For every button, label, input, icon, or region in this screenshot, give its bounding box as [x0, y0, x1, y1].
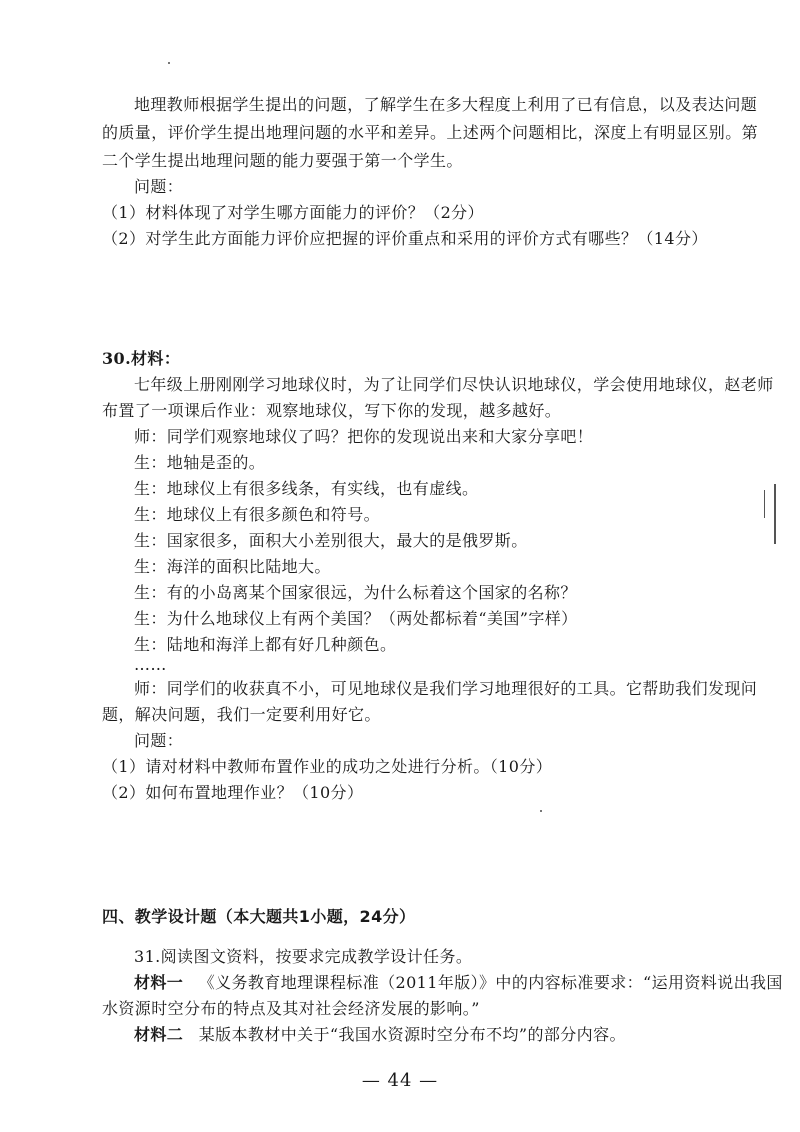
intro-line-2: 的质量，评价学生提出地理问题的水平和差异。上述两个问题相比，深度上有明显区别。第	[102, 123, 759, 142]
dialogue-line: 生：地轴是歪的。	[134, 453, 266, 472]
dialogue-line: 生：有的小岛离某个国家很远，为什么标着这个国家的名称？	[134, 583, 577, 602]
q31-intro: 31.阅读图文资料，按要求完成教学设计任务。	[134, 947, 473, 966]
dialogue-line: 生：地球仪上有很多线条，有实线，也有虚线。	[134, 479, 479, 498]
dialogue-line: 师：同学们观察地球仪了吗？把你的发现说出来和大家分享吧！	[134, 427, 594, 446]
dialogue-line: 生：国家很多，面积大小差别很大，最大的是俄罗斯。	[134, 531, 528, 550]
material-2-line	[134, 1022, 708, 1048]
dialogue-line: 生：为什么地球仪上有两个美国？（两处都标着“美国”字样）	[134, 609, 578, 628]
material-1-line	[134, 970, 783, 996]
q30-conclusion-line-2: 题，解决问题，我们一定要利用好它。	[102, 705, 381, 724]
q29-question-1: （1）材料体现了对学生哪方面能力的评价？（2分）	[102, 203, 484, 222]
dialogue-line: 生：陆地和海洋上都有好几种颜色。	[134, 635, 397, 654]
q29-questions-label: 问题：	[134, 177, 184, 196]
q30-conclusion-line-1: 师：同学们的收获真不小，可见地球仪是我们学习地理很好的工具。它帮助我们发现问	[134, 679, 758, 698]
material-1-label: 材料一	[134, 973, 184, 992]
q30-question-1: （1）请对材料中教师布置作业的成功之处进行分析。（10分）	[102, 757, 553, 776]
scan-speck	[540, 810, 542, 812]
dialogue-ellipsis: ……	[134, 655, 167, 674]
intro-line-3: 二个学生提出地理问题的能力要强于第一个学生。	[102, 151, 463, 170]
dialogue-line: 生：地球仪上有很多颜色和符号。	[134, 505, 381, 524]
scan-speck	[168, 62, 170, 64]
intro-line-1: 地理教师根据学生提出的问题，了解学生在多大程度上利用了已有信息，以及表达问题	[134, 95, 758, 114]
material-2-text: 某版本教材中关于“我国水资源时空分布不均”的部分内容。	[198, 1025, 626, 1044]
page-number: — 44 —	[361, 1070, 439, 1091]
q30-title: 30.材料：	[102, 349, 181, 368]
material-1-line-2: 水资源时空分布的特点及其对社会经济发展的影响。”	[102, 999, 480, 1018]
material-2-label: 材料二	[134, 1025, 184, 1044]
margin-scan-mark	[774, 484, 776, 544]
q30-para-line-2: 布置了一项课后作业：观察地球仪，写下你的发现，越多越好。	[102, 401, 562, 420]
q30-question-2: （2）如何布置地理作业？（10分）	[102, 783, 364, 802]
section-4-heading: 四、教学设计题（本大题共1小题，24分）	[102, 907, 416, 926]
margin-scan-mark	[764, 490, 765, 518]
dialogue-line: 生：海洋的面积比陆地大。	[134, 557, 331, 576]
q30-questions-label: 问题：	[134, 731, 184, 750]
q30-para-line-1: 七年级上册刚刚学习地球仪时，为了让同学们尽快认识地球仪，学会使用地球仪，赵老师	[134, 375, 774, 394]
material-1-text: 《义务教育地理课程标准（2011年版）》中的内容标准要求：“运用资料说出我国	[198, 973, 783, 992]
q29-question-2: （2）对学生此方面能力评价应把握的评价重点和采用的评价方式有哪些？（14分）	[102, 229, 708, 248]
